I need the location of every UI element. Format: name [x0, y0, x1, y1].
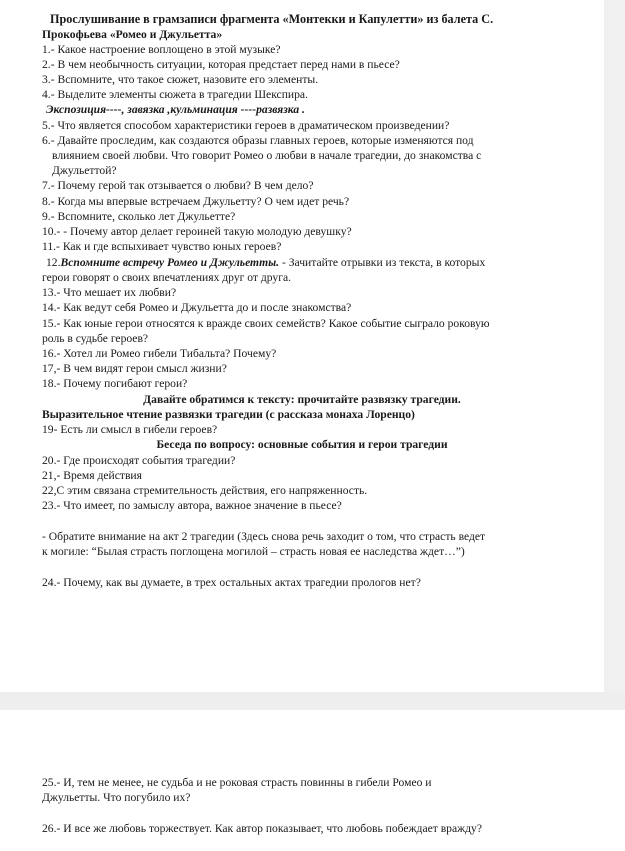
question-15-line-2: роль в судьбе героев?	[42, 332, 149, 345]
note-line-2: к могиле: “Былая страсть поглощена могилой – страсть новая ее наследства ждет…”)	[42, 545, 465, 558]
question-8: 8.- Когда мы впервые встречаем Джульетту? О чем идет речь?	[42, 195, 350, 208]
heading-conversation: Беседа по вопросу: основные события и герои трагедии	[156, 438, 448, 451]
question-17: 17,- В чем видят герои смысл жизни?	[42, 362, 227, 375]
question-12-bold: Вспомните встречу Ромео и Джульетты.	[60, 256, 280, 269]
document-page-2	[0, 710, 604, 851]
question-4: 4.- Выделите элементы сюжета в трагедии Шекспира.	[42, 88, 308, 101]
question-14: 14.- Как ведут себя Ромео и Джульетта до и после знакомства?	[42, 301, 352, 314]
question-18: 18.- Почему погибают герои?	[42, 377, 188, 390]
question-10: 10.- - Почему автор делает героиней такую молодую девушку?	[42, 225, 352, 238]
plot-elements-line: Экспозиция----, завязка ,кульминация ----развязка .	[46, 103, 305, 116]
question-3: 3.- Вспомните, что такое сюжет, назовите его элементы.	[42, 73, 319, 86]
page-separator	[0, 692, 625, 710]
question-6-line-3: Джульеттой?	[52, 164, 117, 177]
question-6-line-1: 6.- Давайте проследим, как создаются образы главных героев, которые изменяются под	[42, 134, 474, 147]
page-edge-shadow	[604, 0, 625, 692]
question-22: 22,С этим связана стремительность действия, его напряженность.	[42, 484, 368, 497]
note-line-1: - Обратите внимание на акт 2 трагедии (Здесь снова речь заходит о том, что страсть ведет	[42, 530, 486, 543]
question-12-line-2: герои говорят о своих впечатлениях друг от друга.	[42, 271, 292, 284]
question-1: 1.- Какое настроение воплощено в этой музыке?	[42, 43, 281, 56]
question-9: 9.- Вспомните, сколько лет Джульетте?	[42, 210, 236, 223]
question-24: 24.- Почему, как вы думаете, в трех остальных актах трагедии прологов нет?	[42, 576, 421, 589]
question-12-line-1	[46, 255, 485, 270]
question-26: 26.- И все же любовь торжествует. Как автор показывает, что любовь побеждает вражду?	[42, 822, 482, 835]
question-5: 5.- Что является способом характеристики героев в драматическом произведении?	[42, 119, 450, 132]
question-7: 7.- Почему герой так отзывается о любви? В чем дело?	[42, 179, 314, 192]
question-21: 21,- Время действия	[42, 469, 142, 482]
question-25-line-1: 25.- И, тем не менее, не судьба и не роковая страсть повинны в гибели Ромео и	[42, 776, 432, 789]
question-11: 11.- Как и где вспыхивает чувство юных героев?	[42, 240, 282, 253]
question-6-line-2: влиянием своей любви. Что говорит Ромео о любви в начале трагедии, до знакомства с	[52, 149, 482, 162]
question-25-line-2: Джульетты. Что погубило их?	[42, 791, 191, 804]
question-15-line-1: 15.- Как юные герои относятся к вражде своих семейств? Какое событие сыграло роковую	[42, 317, 490, 330]
question-13: 13.- Что мешает их любви?	[42, 286, 177, 299]
question-2: 2.- В чем необычность ситуации, которая предстает перед нами в пьесе?	[42, 58, 400, 71]
heading-read-ending: Давайте обратимся к тексту: прочитайте развязку трагедии.	[143, 393, 461, 406]
question-23: 23.- Что имеет, по замыслу автора, важное значение в пьесе?	[42, 499, 342, 512]
question-20: 20.- Где происходят события трагедии?	[42, 454, 236, 467]
heading-expressive-reading: Выразительное чтение развязки трагедии (с рассказа монаха Лоренцо)	[42, 408, 415, 421]
title-line-2: Прокофьева «Ромео и Джульетта»	[42, 28, 223, 41]
question-12-number: 12.	[46, 256, 61, 269]
title-line-1: Прослушивание в грамзаписи фрагмента «Монтекки и Капулетти» из балета С.	[50, 12, 494, 26]
question-12-rest: - Зачитайте отрывки из текста, в которых	[279, 256, 486, 269]
question-19: 19- Есть ли смысл в гибели героев?	[42, 423, 218, 436]
question-16: 16.- Хотел ли Ромео гибели Тибальта? Почему?	[42, 347, 277, 360]
